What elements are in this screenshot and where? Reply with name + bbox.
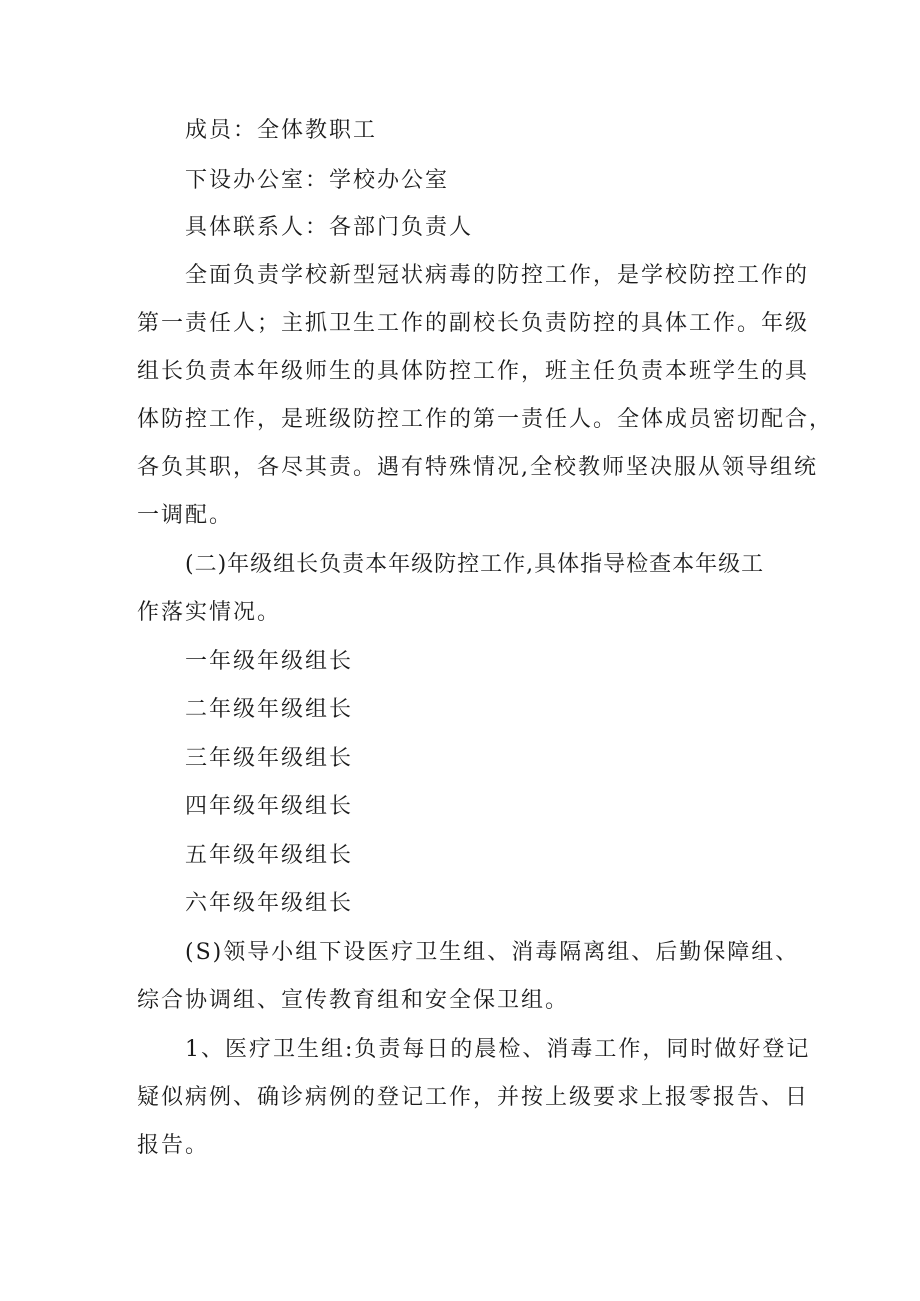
grade-leader-3: 三年级年级组长	[185, 746, 354, 771]
medical-group-line-1: 1、医疗卫生组:负责每日的晨检、消毒工作，同时做好登记	[185, 1037, 811, 1062]
grade-leader-4: 四年级年级组长	[185, 794, 354, 819]
paragraph-responsibility-line-4: 体防控工作，是班级防控工作的第一责任人。全体成员密切配合，	[137, 407, 834, 432]
paragraph-responsibility-line-6: 一调配。	[137, 503, 234, 528]
contact-line: 具体联系人：各部门负责人	[185, 215, 474, 240]
medical-group-line-3: 报告。	[137, 1133, 210, 1158]
office-line: 下设办公室：学校办公室	[185, 168, 450, 193]
paragraph-responsibility-line-2: 第一责任人；主抓卫生工作的副校长负责防控的具体工作。年级	[137, 311, 810, 336]
paragraph-responsibility-line-1: 全面负责学校新型冠状病毒的防控工作，是学校防控工作的	[185, 263, 810, 288]
section-two-line-2: 作落实情况。	[137, 600, 282, 625]
medical-group-line-2: 疑似病例、确诊病例的登记工作，并按上级要求上报零报告、日	[137, 1085, 810, 1110]
paragraph-responsibility-line-5: 各负其职，各尽其责。遇有特殊情况,全校教师坚决服从领导组统	[137, 455, 818, 480]
members-line: 成员：全体教职工	[185, 118, 378, 143]
grade-leader-1: 一年级年级组长	[185, 649, 354, 674]
grade-leader-5: 五年级年级组长	[185, 843, 354, 868]
section-s-line-2: 综合协调组、宣传教育组和安全保卫组。	[137, 988, 570, 1013]
paragraph-responsibility-line-3: 组长负责本年级师生的具体防控工作，班主任负责本班学生的具	[137, 359, 810, 384]
grade-leader-2: 二年级年级组长	[185, 697, 354, 722]
grade-leader-6: 六年级年级组长	[185, 891, 354, 916]
section-two-line-1: (二)年级组长负责本年级防控工作,具体指导检查本年级工	[185, 552, 765, 577]
section-s-line-1: (S)领导小组下设医疗卫生组、消毒隔离组、后勤保障组、	[185, 940, 800, 965]
